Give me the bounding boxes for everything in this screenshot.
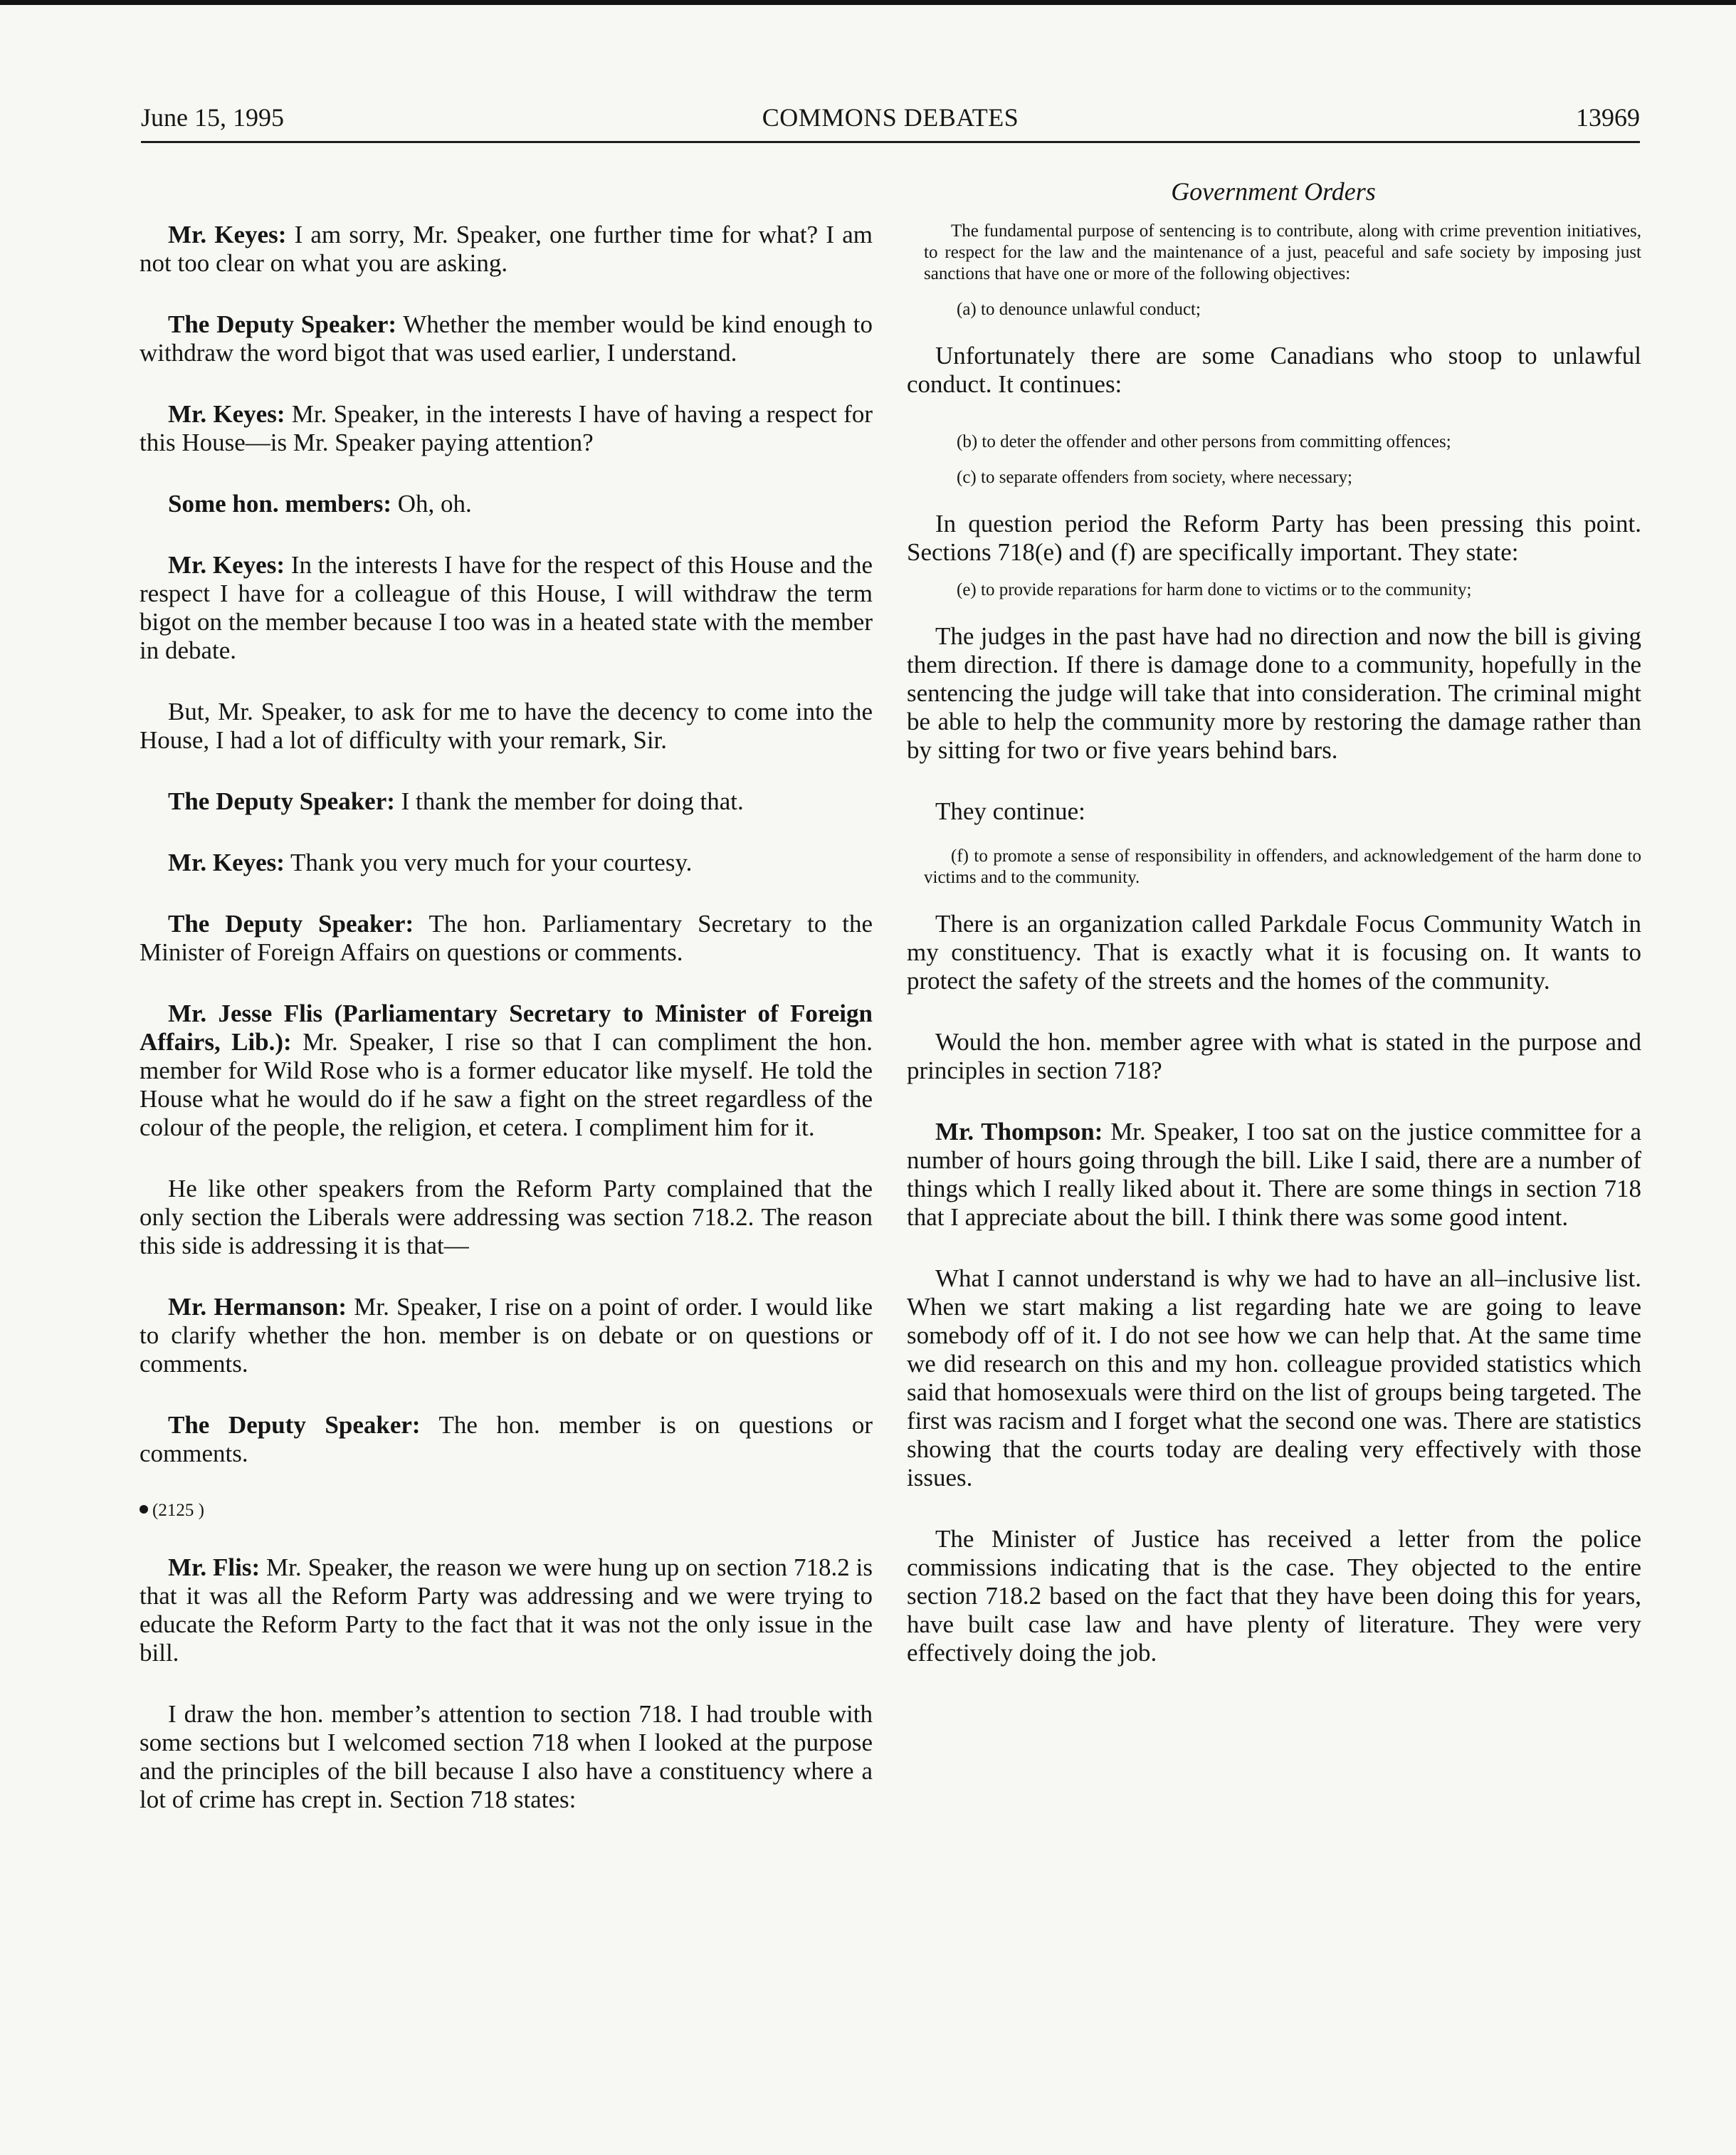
block-quote: (a) to denounce unlawful conduct; (957, 300, 1201, 319)
speech-text: Mr. Speaker, I rise so that I can compliment the hon. member for Wild Rose who is a former educator like myself. He told the House what he would do if he saw a fight on the street regardless of the colour of the people, the religion, et cetera. I compliment him for it. (140, 1028, 873, 1141)
speech-text: He like other speakers from the Reform Party complained that the only section the Liberals were addressing was section 718.2. The reason this side is addressing it is that— (140, 1175, 873, 1259)
paragraph: What I cannot understand is why we had to have an all–inclusive list. When we start making a list regarding hate we are going to leave somebody off of it. I do not see how we can help that. At the same time we did research on this and my hon. colleague provided statistics which said that homosexuals were third on the list of groups being targeted. The first was racism and I forget what the second one was. There are statistics showing that the courts today are dealing very effectively with those issues. (907, 1264, 1641, 1491)
paragraph: In question period the Reform Party has been pressing this point. Sections 718(e) and (f) are specifically important. They state: (907, 510, 1641, 566)
paragraph (140, 698, 873, 755)
paragraph: There is an organization called Parkdale Focus Community Watch in my constituency. That is exactly what it is focusing on. It wants to protect the safety of the streets and the homes of the community. (907, 910, 1641, 995)
paragraph (140, 849, 873, 877)
speaker-name: Mr. Keyes: (168, 400, 285, 428)
block-quote: The fundamental purpose of sentencing is to contribute, along with crime prevention initiatives, to respect for the law and the maintenance of a just, peaceful and safe society by imposing just sanctions that have one or more of the following objectives: (924, 221, 1641, 283)
paragraph (140, 1411, 873, 1468)
speaker-name: Mr. Keyes: (168, 551, 285, 579)
speech-text: I am sorry, Mr. Speaker, one further time for what? I am not too clear on what you are asking. (140, 221, 873, 277)
speaker-name: Mr. Keyes: (168, 849, 285, 876)
speaker-name: Some hon. members: (168, 490, 391, 518)
paragraph (140, 1700, 873, 1814)
header-publication: COMMONS DEBATES (762, 103, 1019, 132)
header-page-number: 13969 (1576, 103, 1640, 132)
timestamp-text: (2125 ) (152, 1501, 204, 1520)
speaker-name: The Deputy Speaker: (168, 787, 395, 815)
paragraph (140, 310, 873, 367)
paragraph: Would the hon. member agree with what is stated in the purpose and principles in section 718? (907, 1028, 1641, 1084)
block-quote: (f) to promote a sense of responsibility in offenders, and acknowledgement of the harm done to victims and to the community. (924, 846, 1641, 887)
paragraph (140, 1000, 873, 1142)
speech-text: Mr. Speaker, I rise on a point of order. I would like to clarify whether the hon. member is on debate or on questions or comments. (140, 1293, 873, 1378)
block-quote: (e) to provide reparations for harm done to victims or to the community; (957, 580, 1472, 599)
speech-text: The hon. member is on questions or comments. (140, 1411, 873, 1467)
speech-text: Oh, oh. (391, 490, 472, 518)
section-title: Government Orders (1171, 177, 1376, 206)
page-header (141, 98, 1640, 143)
speech-text: In the interests I have for the respect of this House and the respect I have for a colleague of this House, I will withdraw the term bigot on the member because I too was in a heated state with the member in debate. (140, 551, 873, 664)
speech-text: I draw the hon. member’s attention to section 718. I had trouble with some sections but I welcomed section 718 when I looked at the purpose and the principles of the bill because I also have a constituency where a lot of crime has crept in. Section 718 states: (140, 1700, 873, 1813)
speaker-name: The Deputy Speaker: (168, 1411, 421, 1439)
speaker-name: Mr. Hermanson: (168, 1293, 347, 1321)
bullet-icon (140, 1505, 148, 1514)
speech-text: But, Mr. Speaker, to ask for me to have the decency to come into the House, I had a lot of difficulty with your remark, Sir. (140, 698, 873, 754)
speaker-name: Mr. Jesse Flis (Parliamentary Secretary to Minister of Foreign Affairs, Lib.): (140, 1000, 873, 1056)
speech-text: Mr. Speaker, the reason we were hung up on section 718.2 is that it was all the Reform Party was addressing and we were trying to educate the Reform Party to the fact that it was not the only issue in the bill. (140, 1553, 873, 1667)
paragraph (140, 490, 873, 518)
speech-text: Mr. Speaker, I too sat on the justice committee for a number of hours going through the bill. Like I said, there are a number of things which I really liked about it. There are some things in section 718 that I appreciate about the bill. I think there was some good intent. (907, 1118, 1641, 1231)
paragraph: The judges in the past have had no direction and now the bill is giving them direction. If there is damage done to a community, hopefully in the sentencing the judge will take that into consideration. The criminal might be able to help the community more by restoring the damage rather than by sitting for two or five years behind bars. (907, 622, 1641, 764)
paragraph (907, 1118, 1641, 1232)
speech-text: Whether the member would be kind enough to withdraw the word bigot that was used earlier, I understand. (140, 310, 873, 367)
paragraph (140, 1293, 873, 1378)
block-quote: (c) to separate offenders from society, where necessary; (957, 468, 1352, 487)
block-quote: (b) to deter the offender and other persons from committing offences; (957, 432, 1451, 451)
speech-text: Thank you very much for your courtesy. (284, 849, 693, 876)
speech-text: The hon. Parliamentary Secretary to the Minister of Foreign Affairs on questions or comments. (140, 910, 873, 966)
speaker-name: The Deputy Speaker: (168, 310, 397, 338)
paragraph (140, 400, 873, 457)
paragraph (140, 787, 873, 816)
paragraph (140, 551, 873, 665)
left-column (140, 221, 873, 1847)
speaker-name: Mr. Thompson: (935, 1118, 1103, 1145)
paragraph: They continue: (935, 797, 1085, 825)
speaker-name: Mr. Keyes: (168, 221, 287, 248)
speech-text: Mr. Speaker, in the interests I have of having a respect for this House—is Mr. Speaker paying attention? (140, 400, 873, 456)
paragraph (140, 221, 873, 278)
scan-top-edge (0, 0, 1736, 5)
paragraph: Unfortunately there are some Canadians who stoop to unlawful conduct. It continues: (907, 342, 1641, 398)
header-date: June 15, 1995 (141, 103, 284, 132)
paragraph (140, 1553, 873, 1667)
speech-text: I thank the member for doing that. (394, 787, 744, 815)
timestamp (140, 1501, 873, 1521)
speaker-name: The Deputy Speaker: (168, 910, 414, 938)
right-column (907, 221, 1641, 1700)
paragraph: The Minister of Justice has received a letter from the police commissions indicating that is the case. They objected to the entire section 718.2 based on the fact that they have been doing this for years, have built case law and have plenty of literature. They were very effectively doing the job. (907, 1525, 1641, 1667)
paragraph (140, 1175, 873, 1260)
speaker-name: Mr. Flis: (168, 1553, 261, 1581)
paragraph (140, 910, 873, 967)
